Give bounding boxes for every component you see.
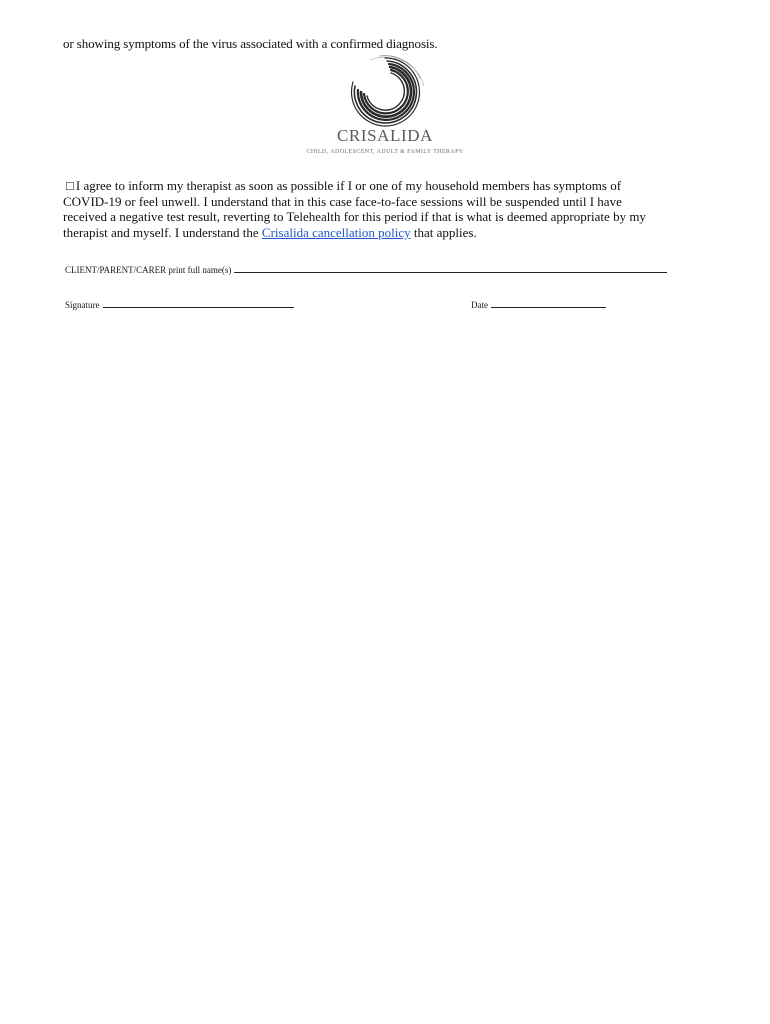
checkbox-icon[interactable]: □: [66, 178, 74, 193]
date-line[interactable]: [491, 299, 606, 308]
agreement-line-4-post: that applies.: [410, 224, 477, 240]
client-name-label: CLIENT/PARENT/CARER print full name(s): [65, 265, 232, 275]
client-name-field: [65, 264, 667, 275]
agreement-line-3: received a negative test result, reverting to Telehealth for this period if that is what is deemed appropriate by my: [63, 209, 646, 225]
agreement-line-2: COVID-19 or feel unwell. I understand that in this case face-to-face sessions will be suspended until I have: [63, 193, 622, 209]
cancellation-policy-link[interactable]: Crisalida cancellation policy: [261, 224, 411, 240]
crisalida-logo: [290, 52, 480, 162]
agreement-line-1-text: I agree to inform my therapist as soon as possible if I or one of my household members has symptoms of: [75, 178, 622, 193]
signature-label: Signature: [65, 300, 100, 310]
date-field: [471, 299, 606, 310]
agreement-paragraph: [63, 178, 713, 240]
agreement-line-4: [63, 225, 713, 241]
swirl-logo-icon: [340, 52, 430, 132]
logo-tagline: CHILD, ADOLESCENT, ADULT & FAMILY THERAPY: [306, 149, 464, 155]
signature-line[interactable]: [103, 299, 294, 308]
agreement-line-4-pre: therapist and myself. I understand the: [63, 224, 262, 240]
client-name-line[interactable]: [234, 264, 667, 273]
agreement-line-1: [63, 178, 713, 194]
date-label: Date: [471, 300, 488, 310]
signature-field: [65, 299, 294, 310]
logo-name: CRISALIDA: [336, 126, 434, 145]
continued-text-line: or showing symptoms of the virus associated with a confirmed diagnosis.: [63, 36, 438, 51]
